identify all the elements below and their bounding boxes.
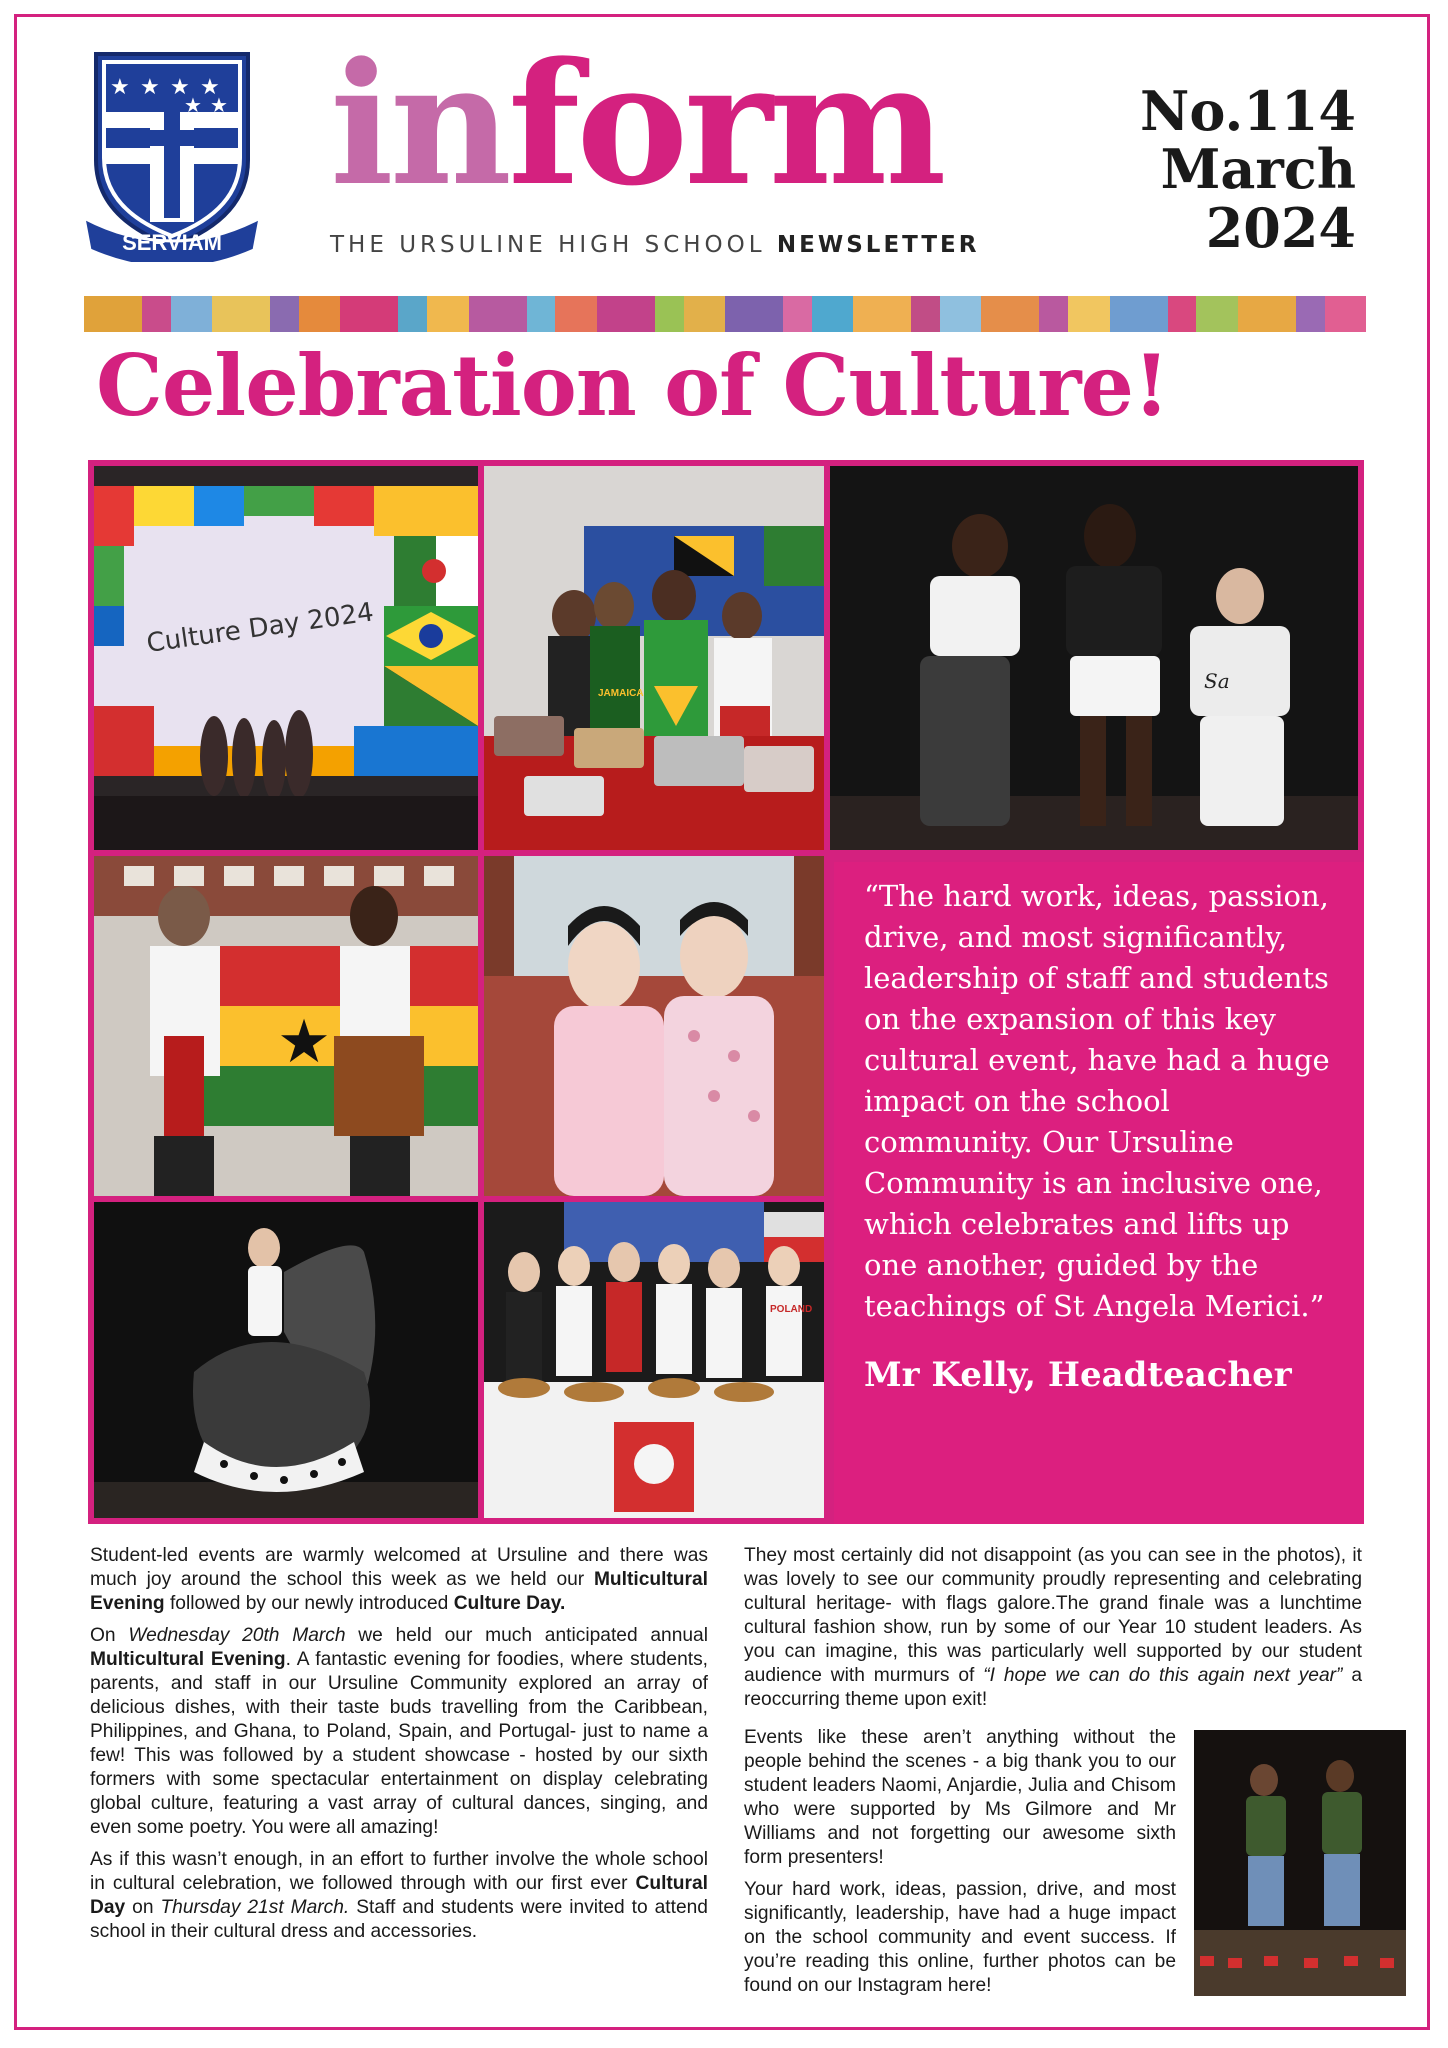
svg-text:★: ★ <box>200 75 220 100</box>
photo-stage-dancers <box>830 466 1358 850</box>
photo-traditional-dress <box>484 856 824 1196</box>
stripe-segment <box>142 296 171 332</box>
stripe-segment <box>299 296 340 332</box>
article-paragraph: Events like these aren’t anything without the people behind the scenes - a big thank you to our student leaders Naomi, Anjardie, Julia and Chisom who were supported by Ms Gilmore and Mr Williams and not forgetting our awesome sixth form presenters! <box>744 1727 1176 1868</box>
masthead-in: in <box>330 25 508 223</box>
stripe-segment <box>853 296 911 332</box>
stripe-segment <box>1296 296 1325 332</box>
svg-text:★: ★ <box>184 93 202 117</box>
stripe-segment <box>655 296 684 332</box>
stripe-segment <box>812 296 853 332</box>
svg-text:★: ★ <box>277 1007 331 1077</box>
stripe-segment <box>1196 296 1237 332</box>
newsletter-masthead <box>330 25 943 223</box>
dancer-shirt-text: Sa <box>1204 669 1230 693</box>
stripe-segment <box>340 296 398 332</box>
article-column-right <box>744 1544 1362 1720</box>
poland-shirt-text: POLAND <box>770 1304 813 1315</box>
color-stripe-divider <box>84 296 1366 332</box>
stage-screen-text: Culture Day 2024 <box>144 597 376 659</box>
stripe-segment <box>597 296 655 332</box>
svg-text:★: ★ <box>110 75 130 100</box>
photo-ghana-flag <box>94 856 478 1196</box>
stripe-segment <box>171 296 212 332</box>
stripe-segment <box>1039 296 1068 332</box>
stripe-segment <box>783 296 812 332</box>
subtitle-bold: NEWSLETTER <box>776 232 980 258</box>
stripe-segment <box>527 296 556 332</box>
masthead-form: form <box>507 25 943 223</box>
photo-poland-stall <box>484 1202 824 1518</box>
page-headline: Celebration of Culture! <box>96 336 1169 435</box>
svg-text:★: ★ <box>170 75 190 100</box>
stripe-segment <box>212 296 270 332</box>
school-crest-logo <box>84 50 260 262</box>
issue-number: No.114 <box>1140 79 1356 143</box>
subtitle-text: THE URSULINE HIGH SCHOOL <box>330 232 777 258</box>
newsletter-subtitle <box>330 232 979 258</box>
issue-month: March <box>1160 137 1356 202</box>
quote-text: “The hard work, ideas, passion, drive, and most significantly, leadership of staff and students on the expansion of this key cultural event, have had a huge impact on the school community. Our Ursuline Community is an inclusive one, which celebrates and lifts up one another, guided by the teachings of St Angela Merici.” <box>864 879 1330 1323</box>
stripe-segment <box>725 296 783 332</box>
article-paragraph: As if this wasn’t enough, in an effort to further involve the whole school in cultural celebration, we followed through with our first ever Cultural Day on Thursday 21st March. Staff and students were invited to attend school in their cultural dress and accessories. <box>90 1849 708 1942</box>
stripe-segment <box>1238 296 1296 332</box>
photo-flamenco-dancer <box>94 1202 478 1518</box>
issue-info <box>1140 79 1356 260</box>
stripe-segment <box>1068 296 1109 332</box>
stripe-segment <box>555 296 596 332</box>
stripe-segment <box>1325 296 1366 332</box>
issue-year: 2024 <box>1205 195 1356 260</box>
article-paragraph: On Wednesday 20th March we held our much anticipated annual Multicultural Evening. A fantastic evening for foodies, where students, parents, and staff in our Ursuline Community explored an array of delicious dishes, with their taste buds travelling from the Caribbean, Philippines, and Ghana, to Poland, Spain, and Portugal- just to name a few! This was followed by a student showcase - hosted by our sixth formers with some spectacular entertainment on display celebrating global culture, featuring a vast array of cultural dances, singing, and even some poetry. You were all amazing! <box>90 1625 708 1838</box>
crest-motto: SERVIAM <box>122 230 222 255</box>
stripe-segment <box>469 296 527 332</box>
stripe-segment <box>940 296 981 332</box>
stripe-segment <box>84 296 142 332</box>
stripe-segment <box>270 296 299 332</box>
article-paragraph: Your hard work, ideas, passion, drive, and most significantly, leadership, have had a huge impact on the school community and event success. If you’re reading this online, further photos can be found on our Instagram here! <box>744 1879 1176 1996</box>
stripe-segment <box>398 296 427 332</box>
photo-culture-day-stage <box>94 466 478 850</box>
stripe-segment <box>981 296 1039 332</box>
stripe-segment <box>911 296 940 332</box>
headteacher-quote-panel <box>834 862 1364 1524</box>
stripe-segment <box>684 296 725 332</box>
quote-author: Mr Kelly, Headteacher <box>864 1355 1292 1395</box>
svg-text:★: ★ <box>140 75 160 100</box>
photo-caribbean-food-stall <box>484 466 824 850</box>
article-paragraph: Student-led events are warmly welcomed at Ursuline and there was much joy around the school this week as we held our Multicultural Evening followed by our newly introduced Culture Day. <box>90 1545 708 1614</box>
caribbean-shirt-text: JAMAICA <box>598 688 644 699</box>
svg-text:★: ★ <box>210 93 228 117</box>
article-column-left <box>90 1544 708 1952</box>
photo-fashion-show-performers <box>1194 1730 1406 1996</box>
article-column-right-lower <box>744 1726 1176 2006</box>
stripe-segment <box>427 296 468 332</box>
stripe-segment <box>1110 296 1168 332</box>
stripe-segment <box>1168 296 1197 332</box>
article-paragraph: They most certainly did not disappoint (as you can see in the photos), it was lovely to see our community proudly representing and celebrating cultural heritage- with flags galore.The grand finale was a lunchtime cultural fashion show, run by some of our Year 10 student leaders. As you can imagine, this was particularly well supported by our student audience with murmurs of “I hope we can do this again next year” a reoccurring theme upon exit! <box>744 1545 1362 1710</box>
